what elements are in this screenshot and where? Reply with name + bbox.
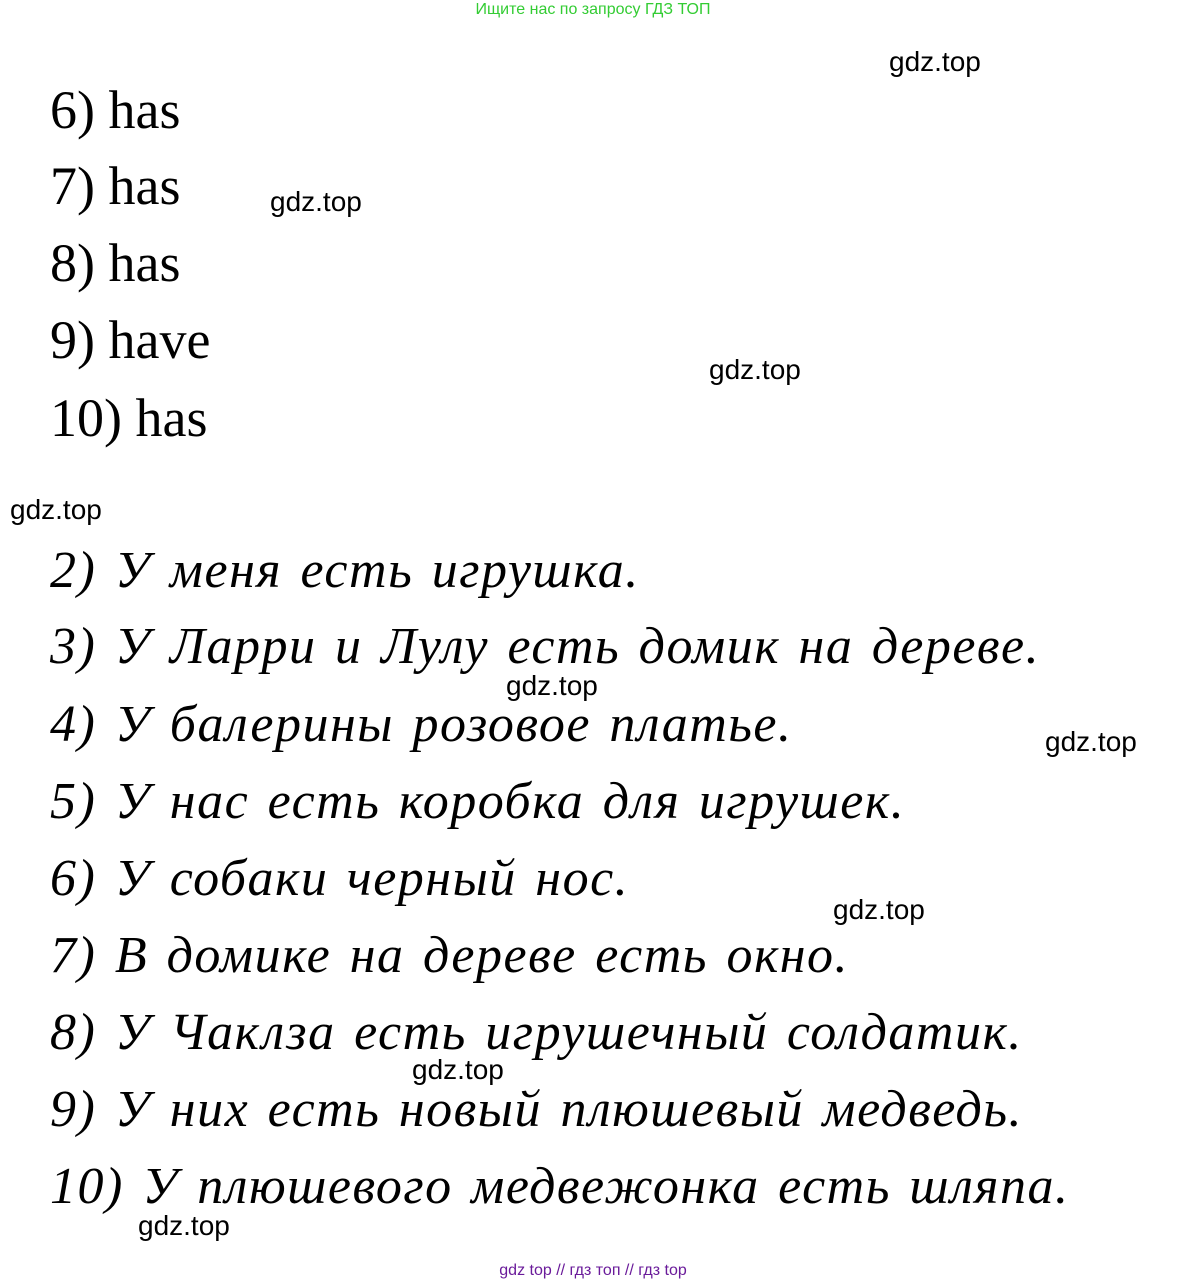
search-banner: Ищите нас по запросу ГДЗ ТОП (475, 1, 711, 18)
translation-3: 3) У Ларри и Лулу есть домик на дереве. (50, 618, 1041, 675)
footer-links: gdz top // гдз топ // гдз top (499, 1262, 687, 1279)
translation-7: 7) В домике на дереве есть окно. (50, 927, 850, 984)
watermark: gdz.top (270, 186, 362, 217)
answer-10: 10) has (50, 388, 208, 448)
answer-6: 6) has (50, 80, 181, 140)
translation-4: 4) У балерины розовое платье. (50, 696, 793, 753)
translation-2: 2) У меня есть игрушка. (50, 542, 640, 599)
watermark: gdz.top (833, 894, 925, 925)
translation-5: 5) У нас есть коробка для игрушек. (50, 773, 906, 830)
watermark: gdz.top (10, 494, 102, 525)
watermark: gdz.top (889, 46, 981, 77)
translation-6: 6) У собаки черный нос. (50, 850, 630, 907)
translation-8: 8) У Чаклза есть игрушечный солдатик. (50, 1004, 1023, 1061)
watermark: gdz.top (412, 1054, 504, 1085)
answer-9: 9) have (50, 310, 211, 370)
watermark: gdz.top (138, 1210, 230, 1241)
translation-10: 10) У плюшевого медвежонка есть шляпа. (50, 1158, 1070, 1215)
watermark: gdz.top (709, 354, 801, 385)
watermark: gdz.top (1045, 726, 1137, 757)
answer-8: 8) has (50, 233, 181, 293)
answer-7: 7) has (50, 156, 181, 216)
watermark: gdz.top (506, 670, 598, 701)
translation-9: 9) У них есть новый плюшевый медведь. (50, 1081, 1024, 1138)
